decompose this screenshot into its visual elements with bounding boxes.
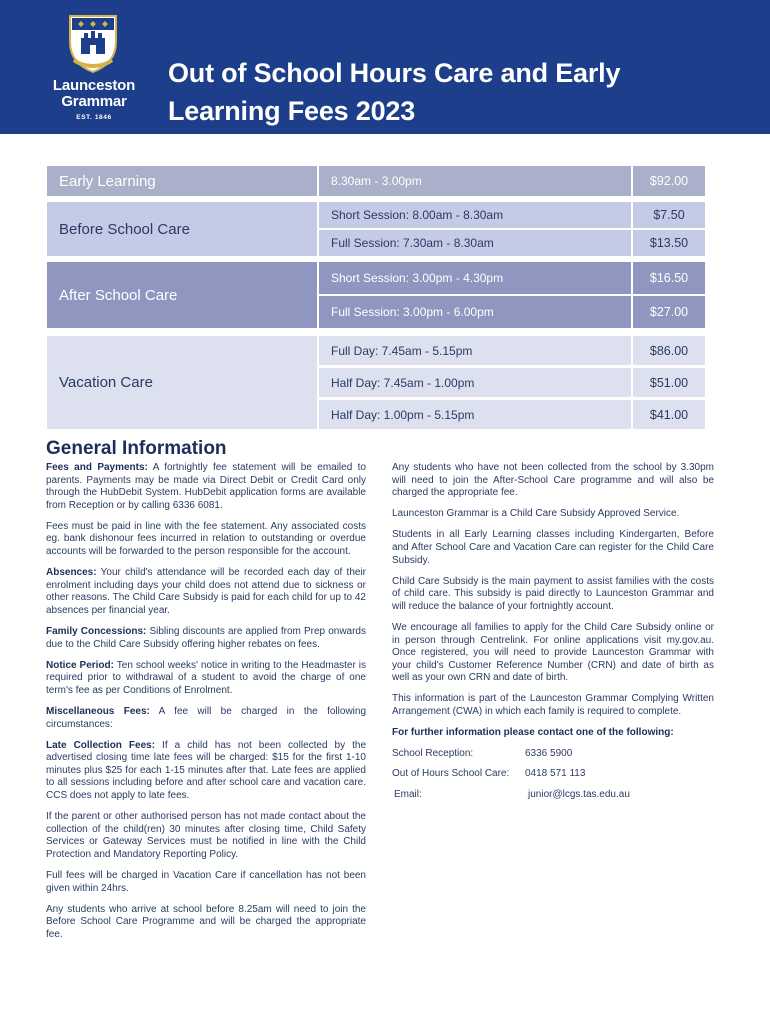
fee-category-name: After School Care	[47, 262, 317, 328]
info-text: Sibling discounts are applied from Prep onwards due to the Child Care Subsidy offering higher rebates on fees.	[46, 626, 366, 650]
school-name-line2: Grammar	[61, 93, 127, 110]
info-text: A fortnightly fee statement will be emailed to parents. Payments may be made via Direct Debit or Credit Card only through the HubDebit System. HubDebit application forms are available from Reception or by calling 6336 6081.	[46, 462, 366, 511]
fee-line	[319, 166, 705, 196]
info-text: Any students who arrive at school before 8.25am will need to join the Before School Care Programme and will be charged the appropriate fee.	[46, 903, 366, 940]
info-text: Full fees will be charged in Vacation Care if cancellation has not been given within 24hrs.	[46, 870, 366, 894]
fee-category-name: Before School Care	[47, 202, 317, 256]
contact-phone[interactable]: 6336 5900	[525, 747, 573, 759]
school-crest-icon	[66, 12, 120, 74]
fee-session-desc: Short Session: 8.00am - 8.30am	[319, 202, 631, 228]
info-paragraph	[46, 521, 366, 559]
header-banner	[0, 0, 770, 134]
fee-session-desc: Half Day: 7.45am - 1.00pm	[319, 368, 631, 397]
fee-line	[319, 400, 705, 429]
page-title-line1: Out of School Hours Care and Early	[168, 58, 621, 88]
fee-line	[319, 262, 705, 294]
info-paragraph: Launceston Grammar is a Child Care Subsidy Approved Service.	[392, 508, 680, 520]
contact-email-link[interactable]: junior@lcgs.tas.edu.au	[528, 788, 630, 800]
contact-row-email	[392, 789, 714, 802]
fee-row-before-school-care	[47, 202, 705, 256]
contact-heading: For further information please contact one of the following:	[392, 727, 674, 739]
fee-category-name: Vacation Care	[47, 336, 317, 429]
fee-session-desc: Half Day: 1.00pm - 5.15pm	[319, 400, 631, 429]
fee-session-desc: 8.30am - 3.00pm	[319, 166, 631, 196]
info-label: Notice Period:	[46, 659, 114, 671]
contact-label: Out of Hours School Care:	[392, 768, 510, 780]
info-paragraph	[46, 626, 366, 651]
info-paragraph	[46, 740, 366, 803]
info-paragraph	[46, 567, 366, 617]
contact-label: Email:	[394, 788, 422, 800]
info-paragraph	[46, 462, 366, 512]
info-paragraph	[46, 904, 366, 942]
fee-row-vacation-care	[47, 336, 705, 429]
fee-price: $13.50	[633, 230, 705, 256]
info-paragraph: Students in all Early Learning classes including Kindergarten, Before and After School Care and Vacation Care can register for the Child Care Subsidy.	[392, 529, 714, 566]
fee-session-desc: Full Session: 3.00pm - 6.00pm	[319, 296, 631, 328]
info-label: Absences:	[46, 567, 97, 579]
fee-price: $86.00	[633, 336, 705, 365]
contact-row-reception	[392, 748, 714, 761]
page-title-line2: Learning Fees 2023	[168, 96, 416, 126]
fee-session-desc: Full Day: 7.45am - 5.15pm	[319, 336, 631, 365]
fee-price: $51.00	[633, 368, 705, 397]
contact-label: School Reception:	[392, 747, 474, 759]
contact-row-oosh-care	[392, 768, 714, 781]
general-info-right-column	[392, 462, 714, 809]
fee-line	[319, 368, 705, 397]
info-paragraph: This information is part of the Launceston Grammar Complying Written Arrangement (CWA) in which each family is required to complete.	[392, 693, 714, 717]
page-title	[168, 54, 728, 130]
fee-line	[319, 296, 705, 328]
fee-session-desc: Short Session: 3.00pm - 4.30pm	[319, 262, 631, 294]
fee-session-desc: Full Session: 7.30am - 8.30am	[319, 230, 631, 256]
fee-row-early-learning	[47, 166, 705, 196]
established-year: EST. 1846	[76, 114, 112, 121]
general-info-heading: General Information	[46, 438, 227, 459]
fee-price: $27.00	[633, 296, 705, 328]
info-text: If a child has not been collected by the advertised closing time late fees will be charged: $15 for the first 1-10 minutes plus $25 for each 1-15 minutes after that. Late fees are applied to all sessions including before and after school care and vacation care. CCS does not apply to late fees.	[46, 739, 367, 802]
info-text: A fee will be charged in the following circumstances:	[46, 706, 367, 730]
info-paragraph	[46, 870, 366, 895]
info-paragraph: Child Care Subsidy is the main payment to assist families with the costs of child care. This subsidy is paid directly to Launceston Grammar and will reduce the balance of your fortnightly account.	[392, 575, 714, 612]
info-label: Fees and Payments:	[46, 462, 148, 473]
fee-row-after-school-care	[47, 262, 705, 328]
fee-line	[319, 230, 705, 256]
fee-line	[319, 336, 705, 365]
school-name-line1: Launceston	[52, 77, 136, 94]
info-label: Miscellaneous Fees:	[46, 706, 150, 717]
fee-price: $7.50	[633, 202, 705, 228]
info-paragraph: We encourage all families to apply for the Child Care Subsidy online or in person through Centrelink. For online applications visit my.gov.au. Once registered, you will need to provide Launceston Grammar with your child's Customer Reference Number (CRN) and date of birth as well as your own CRN and date of birth.	[392, 621, 714, 684]
fee-line	[319, 202, 705, 228]
info-text: Fees must be paid in line with the fee statement. Any associated costs eg. bank dishonour fees incurred in relation to outstanding or overdue accounts will be forwarded to the person responsible for the account.	[46, 520, 366, 558]
info-text: If the parent or other authorised person has not made contact about the collection of the child(ren) 30 minutes after closing time, Child Safety Services or Gateway Services must be notified in line with the Child Protection and Mandatory Reporting Policy.	[46, 811, 366, 860]
info-paragraph: Any students who have not been collected from the school by 3.30pm will need to join the After-School Care programme and will also be charged the appropriate fee.	[392, 462, 714, 499]
info-label: Late Collection Fees:	[46, 739, 156, 751]
fee-price: $41.00	[633, 400, 705, 429]
info-paragraph	[46, 811, 366, 861]
info-text: Your child's attendance will be recorded each day of their enrolment including days your child does not attend due to sickness or other reasons. The Child Care Subsidy is paid for each child for up to 42 absences per financial year.	[46, 567, 366, 616]
info-text: Ten school weeks' notice in writing to the Headmaster is required prior to withdrawal of a student to avoid the charge of one term's fee as per Conditions of Enrolment.	[46, 659, 366, 696]
fee-price: $92.00	[633, 166, 705, 196]
general-info-left-column	[46, 462, 366, 950]
contact-phone[interactable]: 0418 571 113	[525, 768, 586, 780]
school-logo-text	[40, 78, 148, 121]
fee-price: $16.50	[633, 262, 705, 294]
info-paragraph	[46, 660, 366, 698]
info-paragraph	[46, 706, 366, 731]
fee-category-name: Early Learning	[47, 166, 317, 196]
info-label: Family Concessions:	[46, 626, 147, 638]
